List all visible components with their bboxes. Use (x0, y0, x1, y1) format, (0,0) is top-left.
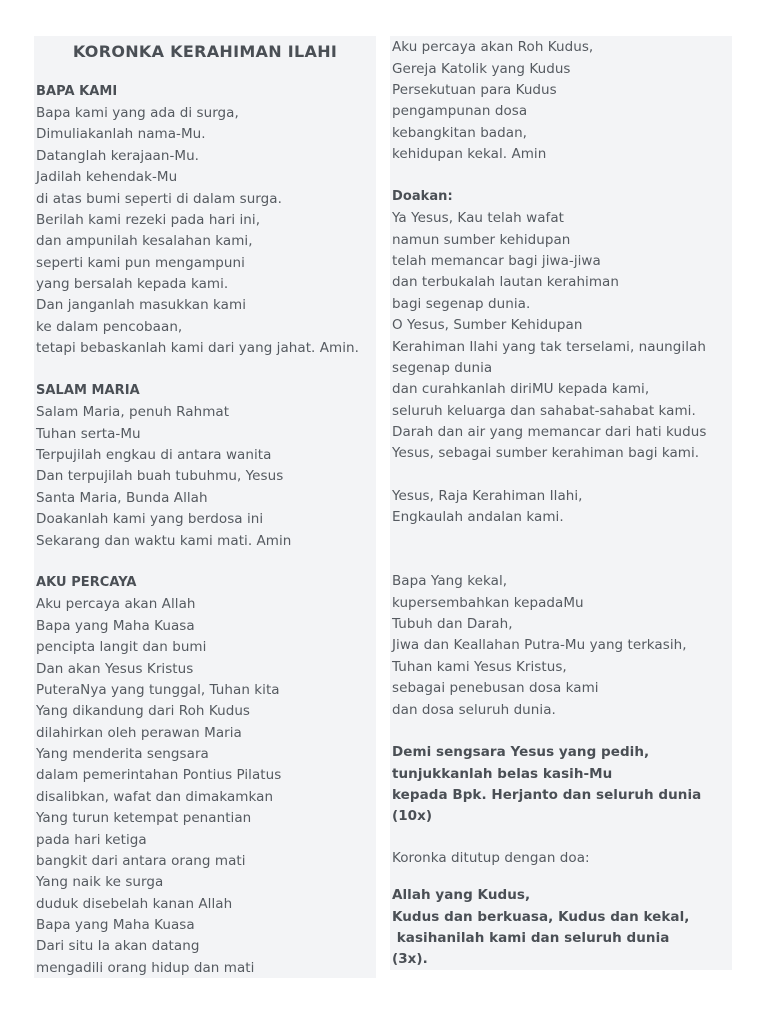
credo-line: kehidupan kekal. Amin (392, 146, 547, 162)
doakan-line: O Yesus, Sumber Kehidupan (392, 317, 583, 333)
bapa-kekal-line: Bapa Yang kekal, (392, 573, 508, 589)
allah-kudus-line: Allah yang Kudus, (392, 887, 531, 903)
aku-percaya-line: Yang turun ketempat penantian (36, 810, 252, 826)
salam-maria-line: Doakanlah kami yang berdosa ini (36, 511, 264, 527)
doakan-line: Ya Yesus, Kau telah wafat (392, 210, 565, 226)
raja-line: Yesus, Raja Kerahiman Ilahi, (392, 488, 583, 504)
salam-maria-line: Terpujilah engkau di antara wanita (36, 447, 272, 463)
bapa-kami-line: Datanglah kerajaan-Mu. (36, 148, 200, 164)
bapa-kekal-line: kupersembahkan kepadaMu (392, 595, 584, 611)
salam-maria-line: Sekarang dan waktu kami mati. Amin (36, 533, 292, 549)
credo-line: Persekutuan para Kudus (392, 82, 557, 98)
doakan-heading: Doakan: (392, 189, 453, 204)
doakan-line: namun sumber kehidupan (392, 232, 571, 248)
bapa-kami-line: Jadilah kehendak-Mu (36, 169, 178, 185)
bapa-kami-line: tetapi bebaskanlah kami dari yang jahat. Amin. (36, 340, 359, 356)
aku-percaya-line: bangkit dari antara orang mati (36, 853, 246, 869)
credo-line: kebangkitan badan, (392, 125, 528, 141)
credo-line: Aku percaya akan Roh Kudus, (392, 39, 594, 55)
aku-percaya-line: disalibkan, wafat dan dimakamkan (36, 789, 274, 805)
demi-sengsara-line: (10x) (392, 808, 433, 824)
bapa-kekal-line: Tubuh dan Darah, (392, 616, 513, 632)
salam-maria-line: Santa Maria, Bunda Allah (36, 490, 208, 506)
doakan-line: segenap dunia (392, 360, 493, 376)
doakan-line: dan terbukalah lautan kerahiman (392, 274, 619, 290)
bapa-kami-line: seperti kami pun mengampuni (36, 255, 245, 271)
doakan-line: Kerahiman Ilahi yang tak terselami, naungilah (392, 339, 706, 355)
bapa-kekal-line: Tuhan kami Yesus Kristus, (392, 659, 567, 675)
doakan-line: bagi segenap dunia. (392, 296, 531, 312)
salam-maria-line: Tuhan serta-Mu (36, 426, 141, 442)
doakan-line: dan curahkanlah diriMU kepada kami, (392, 381, 650, 397)
left-column (34, 36, 376, 978)
salam-maria-line: Salam Maria, penuh Rahmat (36, 404, 230, 420)
raja-line: Engkaulah andalan kami. (392, 509, 564, 525)
bapa-kami-line: Dimuliakanlah nama-Mu. (36, 126, 206, 142)
bapa-kami-line: Dan janganlah masukkan kami (36, 297, 246, 313)
aku-percaya-line: Bapa yang Maha Kuasa (36, 917, 195, 933)
bapa-kami-line: Bapa kami yang ada di surga, (36, 105, 239, 121)
demi-sengsara-line: kepada Bpk. Herjanto dan seluruh dunia (392, 787, 702, 803)
page-title: KORONKA KERAHIMAN ILAHI (72, 42, 338, 61)
aku-percaya-line: pencipta langit dan bumi (36, 639, 207, 655)
doakan-line: seluruh keluarga dan sahabat-sahabat kami. (392, 403, 696, 419)
bapa-kekal-line: Jiwa dan Keallahan Putra-Mu yang terkasih, (392, 637, 687, 653)
bapa-kami-line: di atas bumi seperti di dalam surga. (36, 191, 282, 207)
aku-percaya-line: pada hari ketiga (36, 832, 147, 848)
credo-line: pengampunan dosa (392, 103, 528, 119)
aku-percaya-heading: AKU PERCAYA (36, 575, 137, 590)
ditutup-line: Koronka ditutup dengan doa: (392, 850, 590, 866)
aku-percaya-line: Dari situ Ia akan datang (36, 938, 200, 954)
aku-percaya-line: dalam pemerintahan Pontius Pilatus (36, 767, 282, 783)
aku-percaya-line: Aku percaya akan Allah (36, 596, 196, 612)
salam-maria-line: Dan terpujilah buah tubuhmu, Yesus (36, 468, 284, 484)
bapa-kekal-line: dan dosa seluruh dunia. (392, 702, 556, 718)
bapa-kami-line: dan ampunilah kesalahan kami, (36, 233, 253, 249)
aku-percaya-line: PuteraNya yang tunggal, Tuhan kita (36, 682, 280, 698)
demi-sengsara-line: Demi sengsara Yesus yang pedih, (392, 744, 650, 760)
doakan-line: Darah dan air yang memancar dari hati kudus (392, 424, 707, 440)
aku-percaya-line: Yang menderita sengsara (36, 746, 209, 762)
bapa-kami-line: ke dalam pencobaan, (36, 319, 183, 335)
doakan-line: Yesus, sebagai sumber kerahiman bagi kami. (392, 445, 700, 461)
aku-percaya-line: mengadili orang hidup dan mati (36, 960, 255, 976)
allah-kudus-line: (3x). (392, 951, 428, 967)
aku-percaya-line: Dan akan Yesus Kristus (36, 661, 194, 677)
right-column (390, 36, 732, 970)
demi-sengsara-line: tunjukkanlah belas kasih-Mu (392, 766, 613, 782)
bapa-kami-line: Berilah kami rezeki pada hari ini, (36, 212, 261, 228)
aku-percaya-line: duduk disebelah kanan Allah (36, 896, 233, 912)
allah-kudus-line: kasihanilah kami dan seluruh dunia (392, 930, 670, 946)
bapa-kami-line: yang bersalah kepada kami. (36, 276, 229, 292)
allah-kudus-line: Kudus dan berkuasa, Kudus dan kekal, (392, 909, 690, 925)
aku-percaya-line: Bapa yang Maha Kuasa (36, 618, 195, 634)
doakan-line: telah memancar bagi jiwa-jiwa (392, 253, 601, 269)
aku-percaya-line: dilahirkan oleh perawan Maria (36, 725, 242, 741)
salam-maria-heading: SALAM MARIA (36, 383, 140, 398)
credo-line: Gereja Katolik yang Kudus (392, 61, 571, 77)
bapa-kami-heading: BAPA KAMI (36, 84, 118, 99)
bapa-kekal-line: sebagai penebusan dosa kami (392, 680, 599, 696)
aku-percaya-line: Yang dikandung dari Roh Kudus (36, 703, 251, 719)
aku-percaya-line: Yang naik ke surga (36, 874, 164, 890)
